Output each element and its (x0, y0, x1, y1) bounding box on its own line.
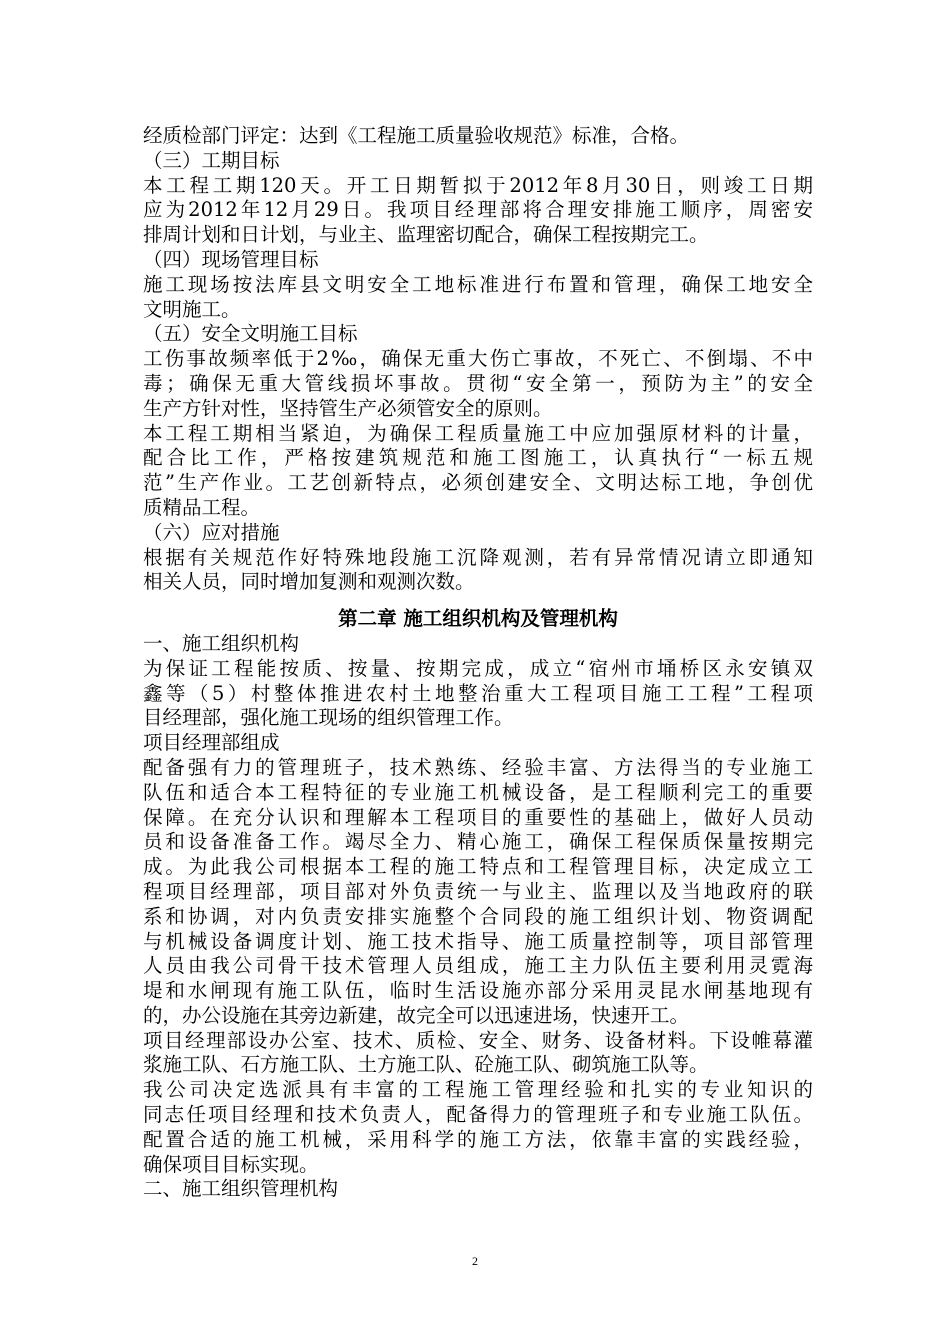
paragraph (143, 756, 813, 1029)
text-line: 与机械设备调度计划、施工技术指导、施工质量控制等，项目部管理 (143, 929, 813, 953)
text-line: （五）安全文明施工目标 (143, 322, 358, 346)
paragraph (143, 632, 813, 657)
text-line: 鑫等（5）村整体推进农村土地整治重大工程项目施工工程”工程项 (143, 681, 813, 705)
text-line: 我公司决定选派具有丰富的工程施工管理经验和扎实的专业知识的 (143, 1078, 813, 1102)
paragraph (143, 322, 813, 347)
section-after-chapter (143, 632, 813, 1202)
paragraph (143, 273, 813, 323)
text-line: 配置合适的施工机械，采用科学的施工方法，依靠丰富的实践经验， (143, 1127, 813, 1151)
text-line: 一、施工组织机构 (143, 631, 300, 655)
text-line: 为保证工程能按质、按量、按期完成，成立“宿州市埇桥区永安镇双 (143, 656, 813, 680)
paragraph (143, 1177, 813, 1202)
document-page (143, 124, 813, 1202)
text-line: 质精品工程。 (143, 495, 261, 519)
paragraph (143, 1078, 813, 1177)
text-line: 文明施工。 (143, 297, 241, 321)
text-line: 本工程工期相当紧迫，为确保工程质量施工中应加强原材料的计量， (143, 421, 813, 445)
chapter-title: 第二章 施工组织机构及管理机构 (338, 607, 618, 631)
text-line: 的，办公设施在其旁边新建，故完全可以迅速进场，快速开工。 (143, 1003, 690, 1027)
text-line: 生产方针对性，坚持管生产必须管安全的原则。 (143, 396, 553, 420)
text-line: （六）应对措施 (143, 520, 280, 544)
text-line: 保障。在充分认识和理解本工程项目的重要性的基础上，做好人员动 (143, 805, 813, 829)
text-line: 确保项目目标实现。 (143, 1152, 319, 1176)
page-number: 2 (472, 1254, 478, 1268)
paragraph (143, 521, 813, 546)
text-line: 相关人员，同时增加复测和观测次数。 (143, 570, 475, 594)
paragraph (143, 124, 813, 149)
text-line: 根据有关规范作好特殊地段施工沉降观测，若有异常情况请立即通知 (143, 545, 813, 569)
section-before-chapter (143, 124, 813, 595)
paragraph (143, 174, 813, 248)
text-line: 浆施工队、石方施工队、土方施工队、砼施工队、砌筑施工队等。 (143, 1053, 709, 1077)
text-line: 应为2012年12月29日。我项目经理部将合理安排施工顺序，周密安 (143, 198, 813, 222)
text-line: 配备强有力的管理班子，技术熟练、经验丰富、方法得当的专业施工 (143, 755, 813, 779)
paragraph (143, 657, 813, 731)
text-line: 项目经理部组成 (143, 731, 280, 755)
text-line: 系和协调，对内负责安排实施整个合同段的施工组织计划、物资调配 (143, 904, 813, 928)
text-line: 堤和水闸现有施工队伍，临时生活设施亦部分采用灵昆水闸基地现有 (143, 979, 813, 1003)
text-line: 排周计划和日计划，与业主、监理密切配合，确保工程按期完工。 (143, 223, 709, 247)
text-line: 成。为此我公司根据本工程的施工特点和工程管理目标，决定成立工 (143, 855, 813, 879)
text-line: 本工程工期120天。开工日期暂拟于2012年8月30日，则竣工日期 (143, 173, 813, 197)
text-line: （四）现场管理目标 (143, 247, 319, 271)
text-line: 程项目经理部，项目部对外负责统一与业主、监理以及当地政府的联 (143, 879, 813, 903)
text-line: 毒；确保无重大管线损坏事故。贯彻“安全第一，预防为主”的安全 (143, 371, 813, 395)
text-line: 施工现场按法库县文明安全工地标准进行布置和管理，确保工地安全 (143, 272, 813, 296)
paragraph (143, 248, 813, 273)
text-line: 队伍和适合本工程特征的专业施工机械设备，是工程顺利完工的重要 (143, 780, 813, 804)
text-line: 同志任项目经理和技术负责人，配备得力的管理班子和专业施工队伍。 (143, 1103, 813, 1127)
paragraph (143, 1029, 813, 1079)
text-line: 目经理部，强化施工现场的组织管理工作。 (143, 706, 514, 730)
text-line: 二、施工组织管理机构 (143, 1177, 339, 1201)
paragraph (143, 149, 813, 174)
text-line: 范”生产作业。工艺创新特点，必须创建安全、文明达标工地，争创优 (143, 471, 813, 495)
paragraph (143, 347, 813, 421)
text-line: （三）工期目标 (143, 148, 280, 172)
text-line: 工伤事故频率低于2‰，确保无重大伤亡事故，不死亡、不倒塌、不中 (143, 347, 813, 371)
text-line: 经质检部门评定：达到《工程施工质量验收规范》标准，合格。 (143, 124, 690, 147)
paragraph (143, 546, 813, 596)
paragraph (143, 731, 813, 756)
text-line: 配合比工作，严格按建筑规范和施工图施工，认真执行“一标五规 (143, 446, 813, 470)
text-line: 员和设备准备工作。竭尽全力、精心施工，确保工程保质保量按期完 (143, 830, 813, 854)
paragraph (143, 422, 813, 521)
text-line: 人员由我公司骨干技术管理人员组成，施工主力队伍主要利用灵霓海 (143, 954, 813, 978)
text-line: 项目经理部设办公室、技术、质检、安全、财务、设备材料。下设帷幕灌 (143, 1028, 813, 1052)
